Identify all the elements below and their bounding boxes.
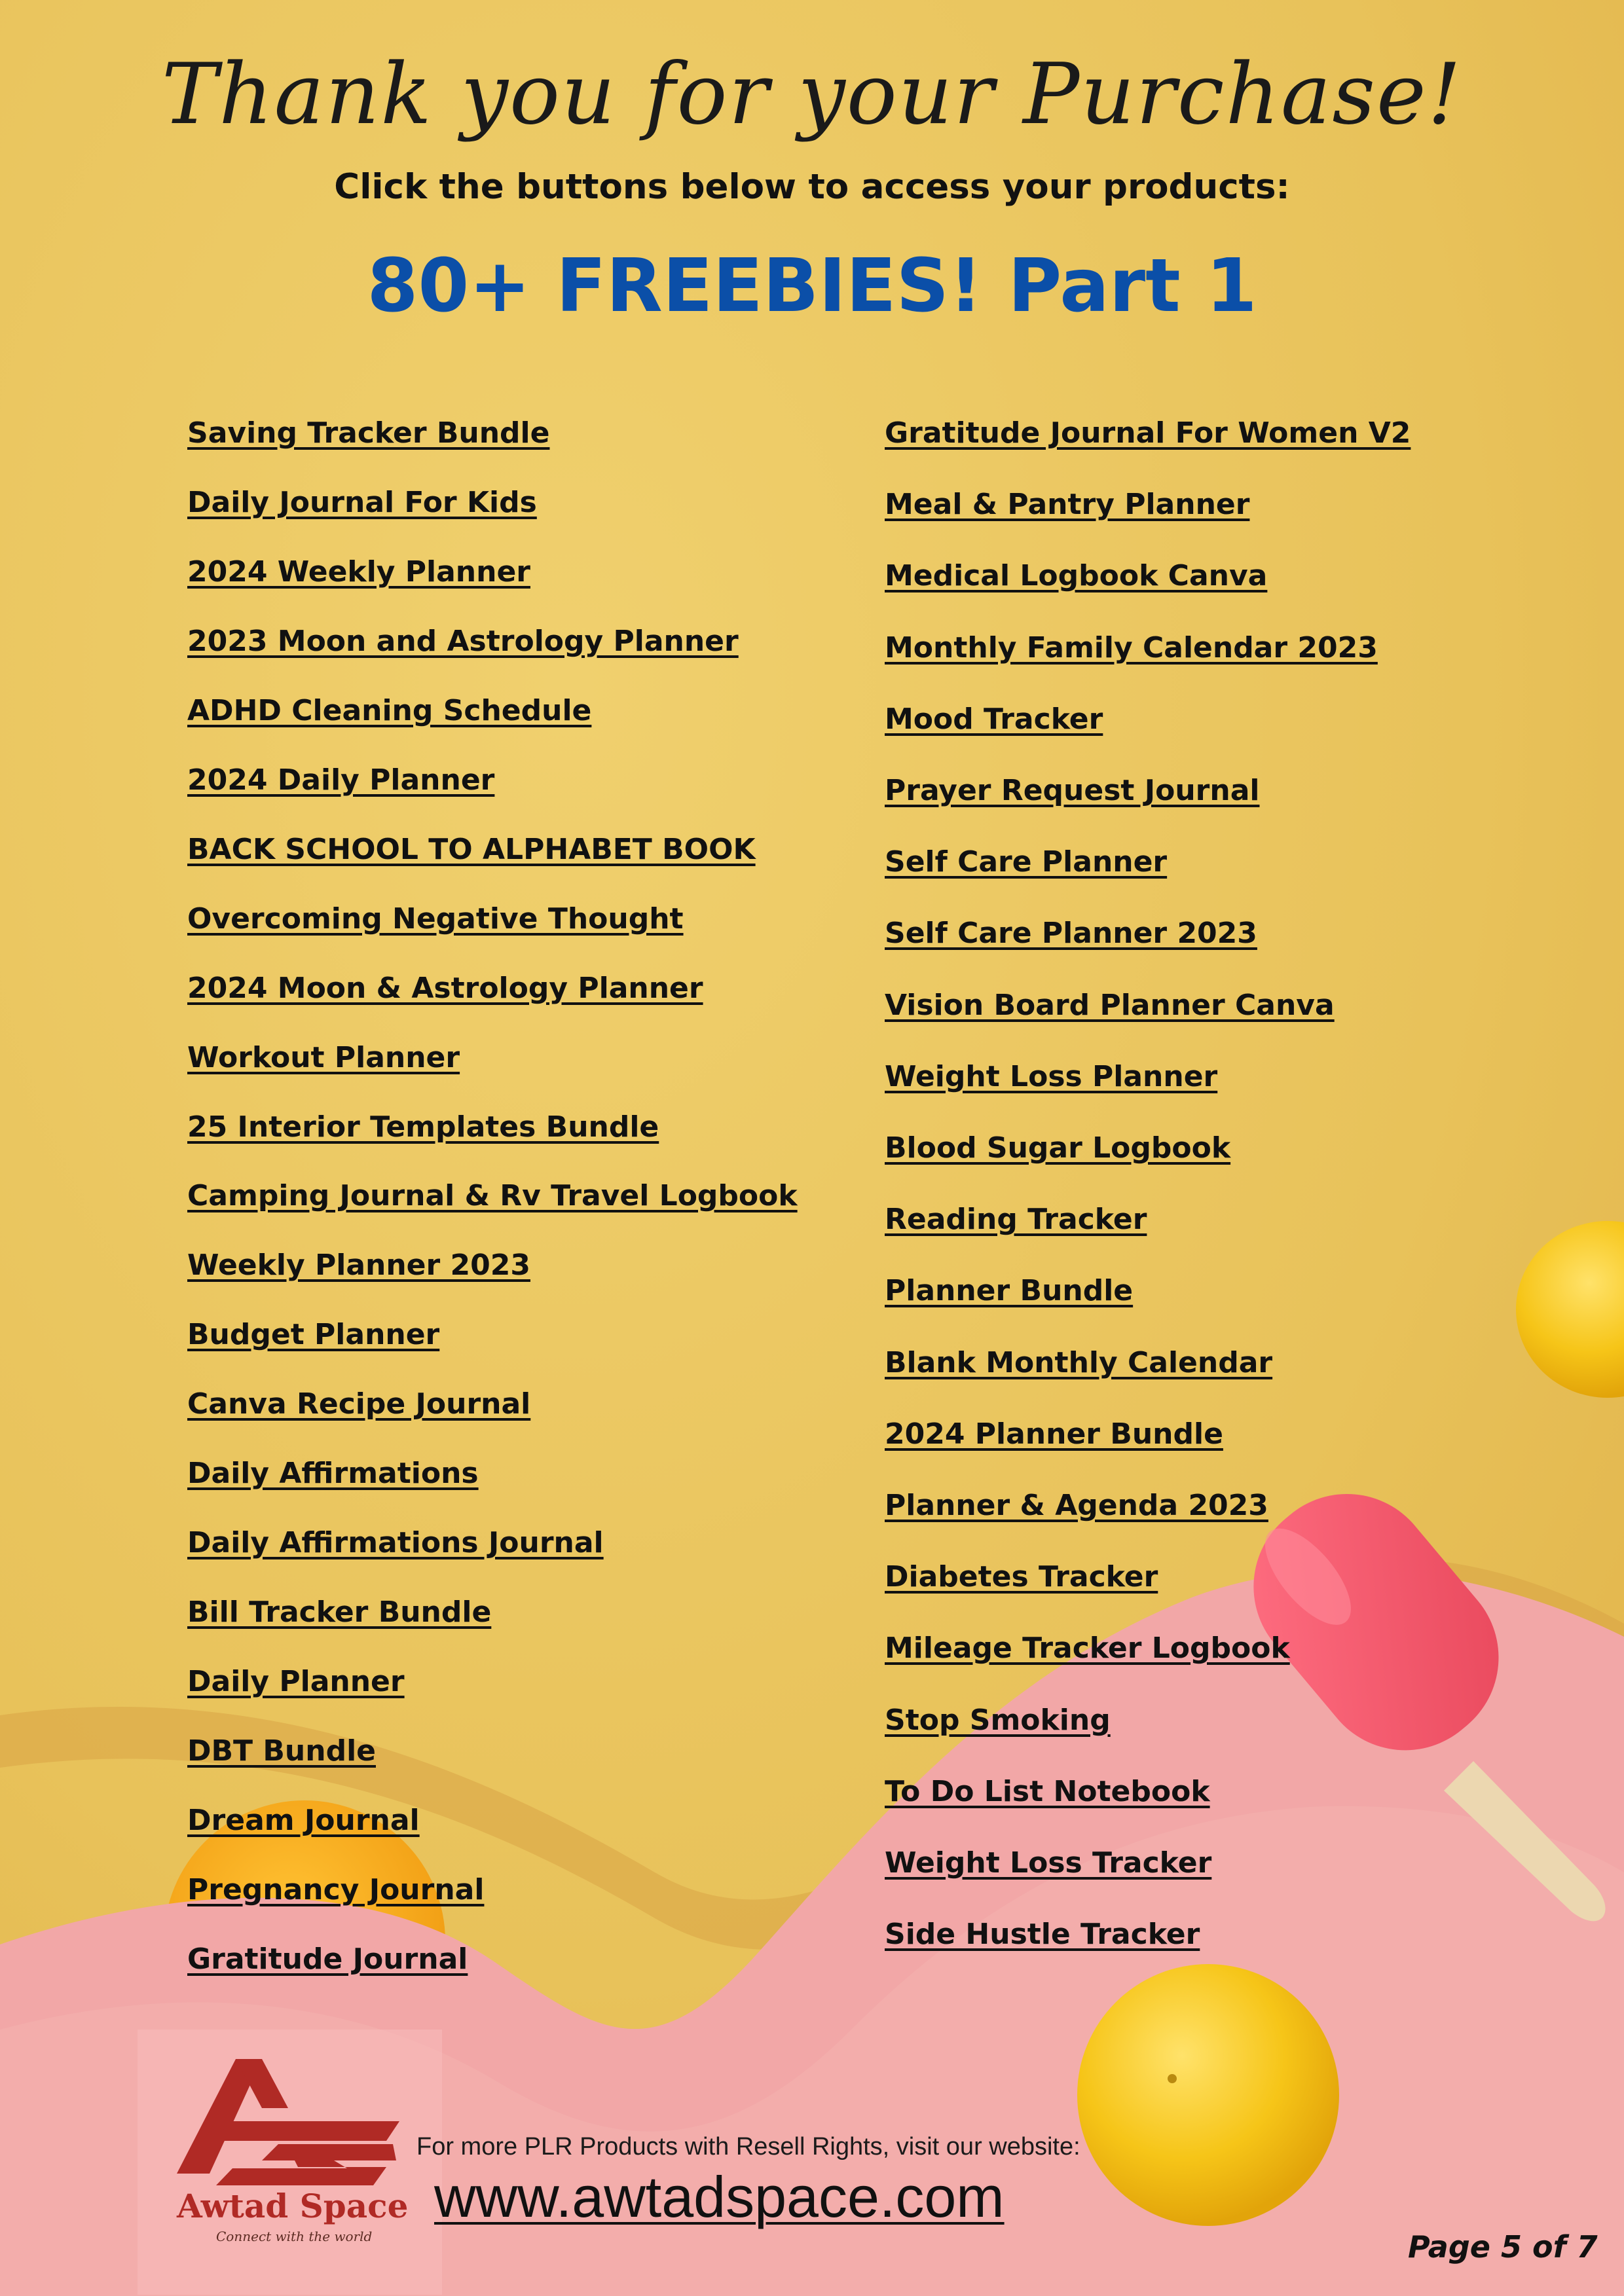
- product-link[interactable]: Blank Monthly Calendar: [885, 1345, 1273, 1379]
- product-link[interactable]: 2024 Weekly Planner: [187, 555, 530, 589]
- product-link[interactable]: Overcoming Negative Thought: [187, 902, 684, 936]
- product-link[interactable]: Bill Tracker Bundle: [187, 1595, 492, 1630]
- product-link[interactable]: Gratitude Journal: [187, 1942, 468, 1976]
- logo-tagline: Connect with the world: [216, 2229, 373, 2244]
- product-link[interactable]: Diabetes Tracker: [885, 1560, 1158, 1594]
- product-link[interactable]: Monthly Family Calendar 2023: [885, 630, 1378, 665]
- product-link[interactable]: Budget Planner: [187, 1318, 440, 1352]
- product-link[interactable]: Weight Loss Tracker: [885, 1846, 1212, 1880]
- product-link[interactable]: Dream Journal: [187, 1804, 420, 1837]
- product-link[interactable]: Daily Affirmations Journal: [187, 1526, 604, 1560]
- product-link[interactable]: Reading Tracker: [885, 1203, 1147, 1237]
- product-link[interactable]: Daily Journal For Kids: [187, 485, 537, 519]
- product-link[interactable]: Vision Board Planner Canva: [885, 988, 1335, 1022]
- product-link[interactable]: 25 Interior Templates Bundle: [187, 1110, 659, 1144]
- product-link[interactable]: DBT Bundle: [187, 1734, 376, 1768]
- product-link[interactable]: 2024 Moon & Astrology Planner: [187, 971, 703, 1005]
- product-link[interactable]: 2023 Moon and Astrology Planner: [187, 624, 739, 658]
- product-link[interactable]: 2024 Daily Planner: [187, 763, 495, 797]
- product-link[interactable]: Gratitude Journal For Women V2: [885, 416, 1411, 450]
- product-link[interactable]: Medical Logbook Canva: [885, 559, 1268, 593]
- thank-you-title: Thank you for your Purchase!: [161, 46, 1463, 143]
- product-link[interactable]: Mileage Tracker Logbook: [885, 1631, 1290, 1666]
- product-link[interactable]: Prayer Request Journal: [885, 774, 1260, 807]
- website-link[interactable]: www.awtadspace.com: [434, 2164, 1005, 2229]
- product-link[interactable]: 2024 Planner Bundle: [885, 1417, 1223, 1451]
- product-link[interactable]: ADHD Cleaning Schedule: [187, 693, 592, 727]
- product-link[interactable]: Stop Smoking: [885, 1703, 1111, 1737]
- product-link[interactable]: To Do List Notebook: [885, 1774, 1210, 1808]
- product-link[interactable]: Planner & Agenda 2023: [885, 1489, 1268, 1522]
- product-link[interactable]: Blood Sugar Logbook: [885, 1131, 1231, 1165]
- product-link[interactable]: Pregnancy Journal: [187, 1872, 485, 1906]
- product-link[interactable]: Saving Tracker Bundle: [187, 416, 550, 450]
- product-link[interactable]: Self Care Planner: [885, 845, 1168, 879]
- product-link[interactable]: Canva Recipe Journal: [187, 1387, 531, 1421]
- freebies-heading: 80+ FREEBIES! Part 1: [367, 244, 1257, 329]
- page-number: Page 5 of 7: [1408, 2229, 1598, 2265]
- product-link[interactable]: Meal & Pantry Planner: [885, 488, 1250, 522]
- logo-name: Awtad Space: [177, 2187, 409, 2225]
- product-link[interactable]: Weekly Planner 2023: [187, 1248, 530, 1283]
- product-link[interactable]: Self Care Planner 2023: [885, 917, 1257, 951]
- product-link[interactable]: Camping Journal & Rv Travel Logbook: [187, 1179, 798, 1213]
- product-link[interactable]: Weight Loss Planner: [885, 1059, 1218, 1093]
- product-link[interactable]: BACK SCHOOL TO ALPHABET BOOK: [187, 832, 756, 866]
- product-link[interactable]: Workout Planner: [187, 1040, 460, 1074]
- product-link[interactable]: Daily Planner: [187, 1665, 405, 1699]
- product-link[interactable]: Mood Tracker: [885, 702, 1103, 736]
- product-link[interactable]: Planner Bundle: [885, 1274, 1134, 1308]
- product-link[interactable]: Daily Affirmations: [187, 1457, 479, 1491]
- product-link[interactable]: Side Hustle Tracker: [885, 1918, 1200, 1952]
- instructions-subtitle: Click the buttons below to access your products:: [334, 167, 1290, 207]
- footer-note: For more PLR Products with Resell Rights, visit our website:: [416, 2133, 1080, 2160]
